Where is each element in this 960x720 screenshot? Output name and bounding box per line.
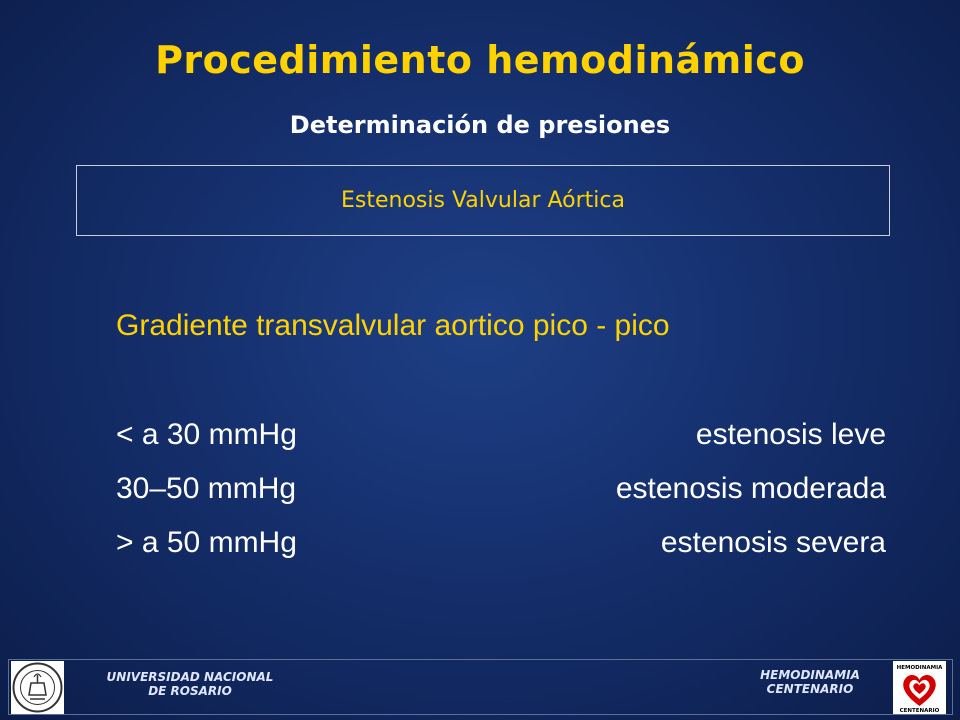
condition-box (76, 165, 890, 236)
gradient-row (116, 471, 886, 507)
gradient-range: 30–50 mmHg (116, 472, 297, 505)
university-seal-logo (11, 661, 64, 714)
gradient-row (116, 417, 886, 453)
gradient-heading: Gradiente transvalvular aortico pico - pico (116, 309, 670, 342)
university-name-line1: UNIVERSIDAD NACIONAL (106, 670, 274, 684)
gradient-classification: estenosis leve (695, 418, 886, 451)
gradient-row (116, 525, 886, 561)
department-name-line2: CENTENARIO (766, 682, 854, 696)
slide-title: Procedimiento hemodinámico (155, 38, 805, 82)
university-name-line2: DE ROSARIO (148, 684, 232, 698)
logo-text-top: HEMODINAMIA (896, 665, 943, 671)
gradient-range: > a 50 mmHg (116, 526, 297, 559)
gradient-range: < a 30 mmHg (116, 418, 297, 451)
university-name (100, 670, 280, 698)
condition-label: Estenosis Valvular Aórtica (341, 188, 625, 213)
department-name-line1: HEMODINAMIA (760, 668, 860, 682)
hemodinamia-heart-logo (893, 661, 946, 714)
gradient-classification: estenosis severa (660, 526, 886, 559)
slide-subtitle: Determinación de presiones (289, 111, 671, 139)
logo-text-bottom: CENTENARIO (899, 708, 940, 714)
gradient-classification: estenosis moderada (615, 472, 886, 505)
department-name (740, 668, 880, 696)
